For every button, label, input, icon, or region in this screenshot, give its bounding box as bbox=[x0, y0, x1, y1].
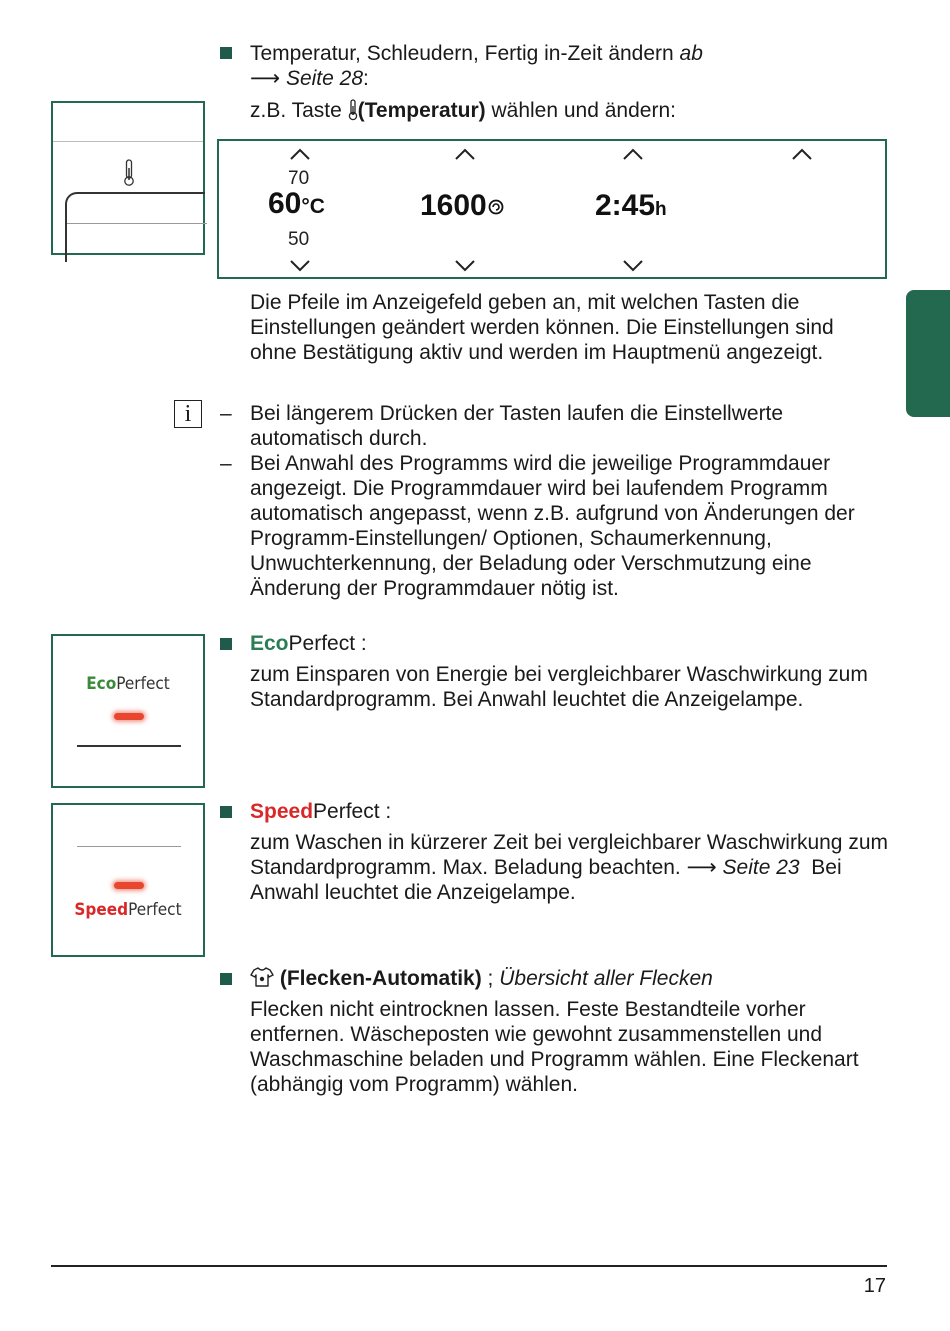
stain-description: Flecken nicht eintrocknen lassen. Feste Bestandteile vorher entfernen. Wäscheposten wie gewohnt zusammenstellen und Waschmaschine beladen und Programm wählen. Eine Fleckenart (abhängig vom Programm) wählen. bbox=[250, 998, 859, 1096]
display-explanation: Die Pfeile im Anzeigefeld geben an, mit welchen Tasten die Einstellungen geändert werden können. Die Einstellungen sind ohne Bestätigung aktiv und werden im Hauptmenü angezeigt. bbox=[250, 291, 834, 364]
speedperfect-description bbox=[250, 830, 890, 905]
temperature-button-illustration bbox=[51, 101, 205, 255]
stain-title bbox=[250, 966, 890, 991]
speed-title-accent: Speed bbox=[250, 800, 314, 823]
spin-value bbox=[420, 189, 504, 223]
speedperfect-divider bbox=[77, 846, 181, 847]
finish-time-unit: h bbox=[655, 199, 667, 220]
info-dash-1: – bbox=[220, 402, 232, 425]
speedperfect-title bbox=[250, 799, 391, 824]
finish-time-number: 2:45 bbox=[595, 189, 656, 222]
eco-title-accent: Eco bbox=[250, 632, 289, 655]
speed-rest: Perfect bbox=[128, 900, 182, 920]
stain-overview-link[interactable]: Übersicht aller Flecken bbox=[499, 967, 713, 990]
chevron-up-icon[interactable] bbox=[622, 147, 644, 161]
example-button-name: (Temperatur) bbox=[357, 99, 486, 122]
ecoperfect-button-line[interactable] bbox=[77, 745, 181, 747]
bullet-marker bbox=[220, 973, 232, 985]
chevron-down-icon[interactable] bbox=[454, 259, 476, 273]
temperature-down-value: 50 bbox=[288, 229, 310, 250]
speedperfect-indicator-lamp bbox=[114, 882, 144, 889]
bullet-marker bbox=[220, 638, 232, 650]
button-inner-line bbox=[67, 223, 207, 224]
chevron-up-icon[interactable] bbox=[289, 147, 311, 161]
spin-number: 1600 bbox=[420, 189, 487, 222]
divider-line bbox=[53, 141, 203, 142]
spin-icon bbox=[488, 199, 504, 215]
ecoperfect-description: zum Einsparen von Energie bei vergleichbarer Waschwirkung zum Standardprogramm. Bei Anwahl leuchtet die Anzeigelampe. bbox=[250, 663, 868, 711]
temperature-value bbox=[268, 187, 325, 224]
ecoperfect-panel-label bbox=[53, 674, 203, 694]
eco-title-rest: Perfect : bbox=[288, 632, 367, 655]
shirt-stain-icon bbox=[250, 966, 274, 988]
eco-rest: Perfect bbox=[116, 674, 170, 694]
display-panel bbox=[217, 139, 887, 279]
intro-ab: ab bbox=[679, 42, 703, 65]
eco-accent: Eco bbox=[86, 674, 117, 694]
chapter-tab bbox=[906, 290, 950, 417]
temperature-up-value: 70 bbox=[288, 168, 310, 189]
speedperfect-panel-label[interactable] bbox=[53, 900, 203, 920]
stain-title-bold: (Flecken-Automatik) bbox=[279, 967, 482, 990]
intro-colon: : bbox=[363, 67, 369, 90]
speed-title-rest: Perfect : bbox=[313, 800, 392, 823]
ecoperfect-indicator-lamp bbox=[114, 713, 144, 720]
bullet-marker bbox=[220, 47, 232, 59]
temperature-unit: °C bbox=[301, 195, 325, 218]
page-reference-link[interactable]: Seite 28 bbox=[285, 67, 364, 90]
speed-accent: Speed bbox=[74, 900, 129, 920]
example-prefix: z.B. Taste bbox=[250, 99, 348, 122]
bullet-marker bbox=[220, 806, 232, 818]
temperature-example bbox=[250, 98, 890, 123]
footer-rule bbox=[51, 1265, 887, 1267]
arrow-right-icon: ⟶ bbox=[250, 67, 281, 90]
temperature-number: 60 bbox=[268, 187, 302, 220]
info-dash-2: – bbox=[220, 452, 232, 475]
example-suffix: wählen und ändern: bbox=[485, 99, 676, 122]
speed-text-prefix: zum Waschen in kürzerer Zeit bei vergleichbarer Waschwirkung zum Standardprogramm. Max. Beladung beachten. bbox=[250, 831, 888, 879]
page-reference-link[interactable]: Seite 23 bbox=[722, 856, 800, 879]
info-icon: i bbox=[174, 400, 202, 428]
info-item-1: Bei längerem Drücken der Tasten laufen die Einstellwerte automatisch durch. bbox=[250, 402, 784, 450]
finish-time-value bbox=[595, 189, 667, 227]
stain-title-separator: ; bbox=[481, 967, 500, 990]
ecoperfect-title bbox=[250, 631, 367, 656]
ecoperfect-button-illustration bbox=[51, 634, 205, 788]
intro-text: Temperatur, Schleudern, Fertig in-Zeit ändern bbox=[250, 42, 680, 65]
page-number: 17 bbox=[863, 1275, 886, 1297]
temperature-button-shape[interactable] bbox=[65, 192, 205, 262]
speed-text-suffix: Bei Anwahl leuchtet die Anzeigelampe. bbox=[250, 856, 847, 904]
chevron-down-icon[interactable] bbox=[289, 259, 311, 273]
chevron-up-icon[interactable] bbox=[454, 147, 476, 161]
speedperfect-button-illustration bbox=[51, 803, 205, 957]
thermometer-icon bbox=[348, 99, 358, 121]
info-item-2: Bei Anwahl des Programms wird die jeweilige Programmdauer angezeigt. Die Programmdauer wird bei laufendem Programm automatisch angepasst, wenn z.B. aufgrund von Änderungen der Programm-Einstellungen/ Optionen, Schaumerkennung, Unwuchterkennung, der Beladung oder Verschmutzung eine Änderung der Programmdauer nötig ist. bbox=[250, 452, 855, 600]
chevron-up-icon[interactable] bbox=[791, 147, 813, 161]
temperature-intro bbox=[250, 41, 890, 91]
chevron-down-icon[interactable] bbox=[622, 259, 644, 273]
thermometer-icon bbox=[123, 159, 135, 187]
arrow-right-icon: ⟶ bbox=[686, 856, 717, 879]
